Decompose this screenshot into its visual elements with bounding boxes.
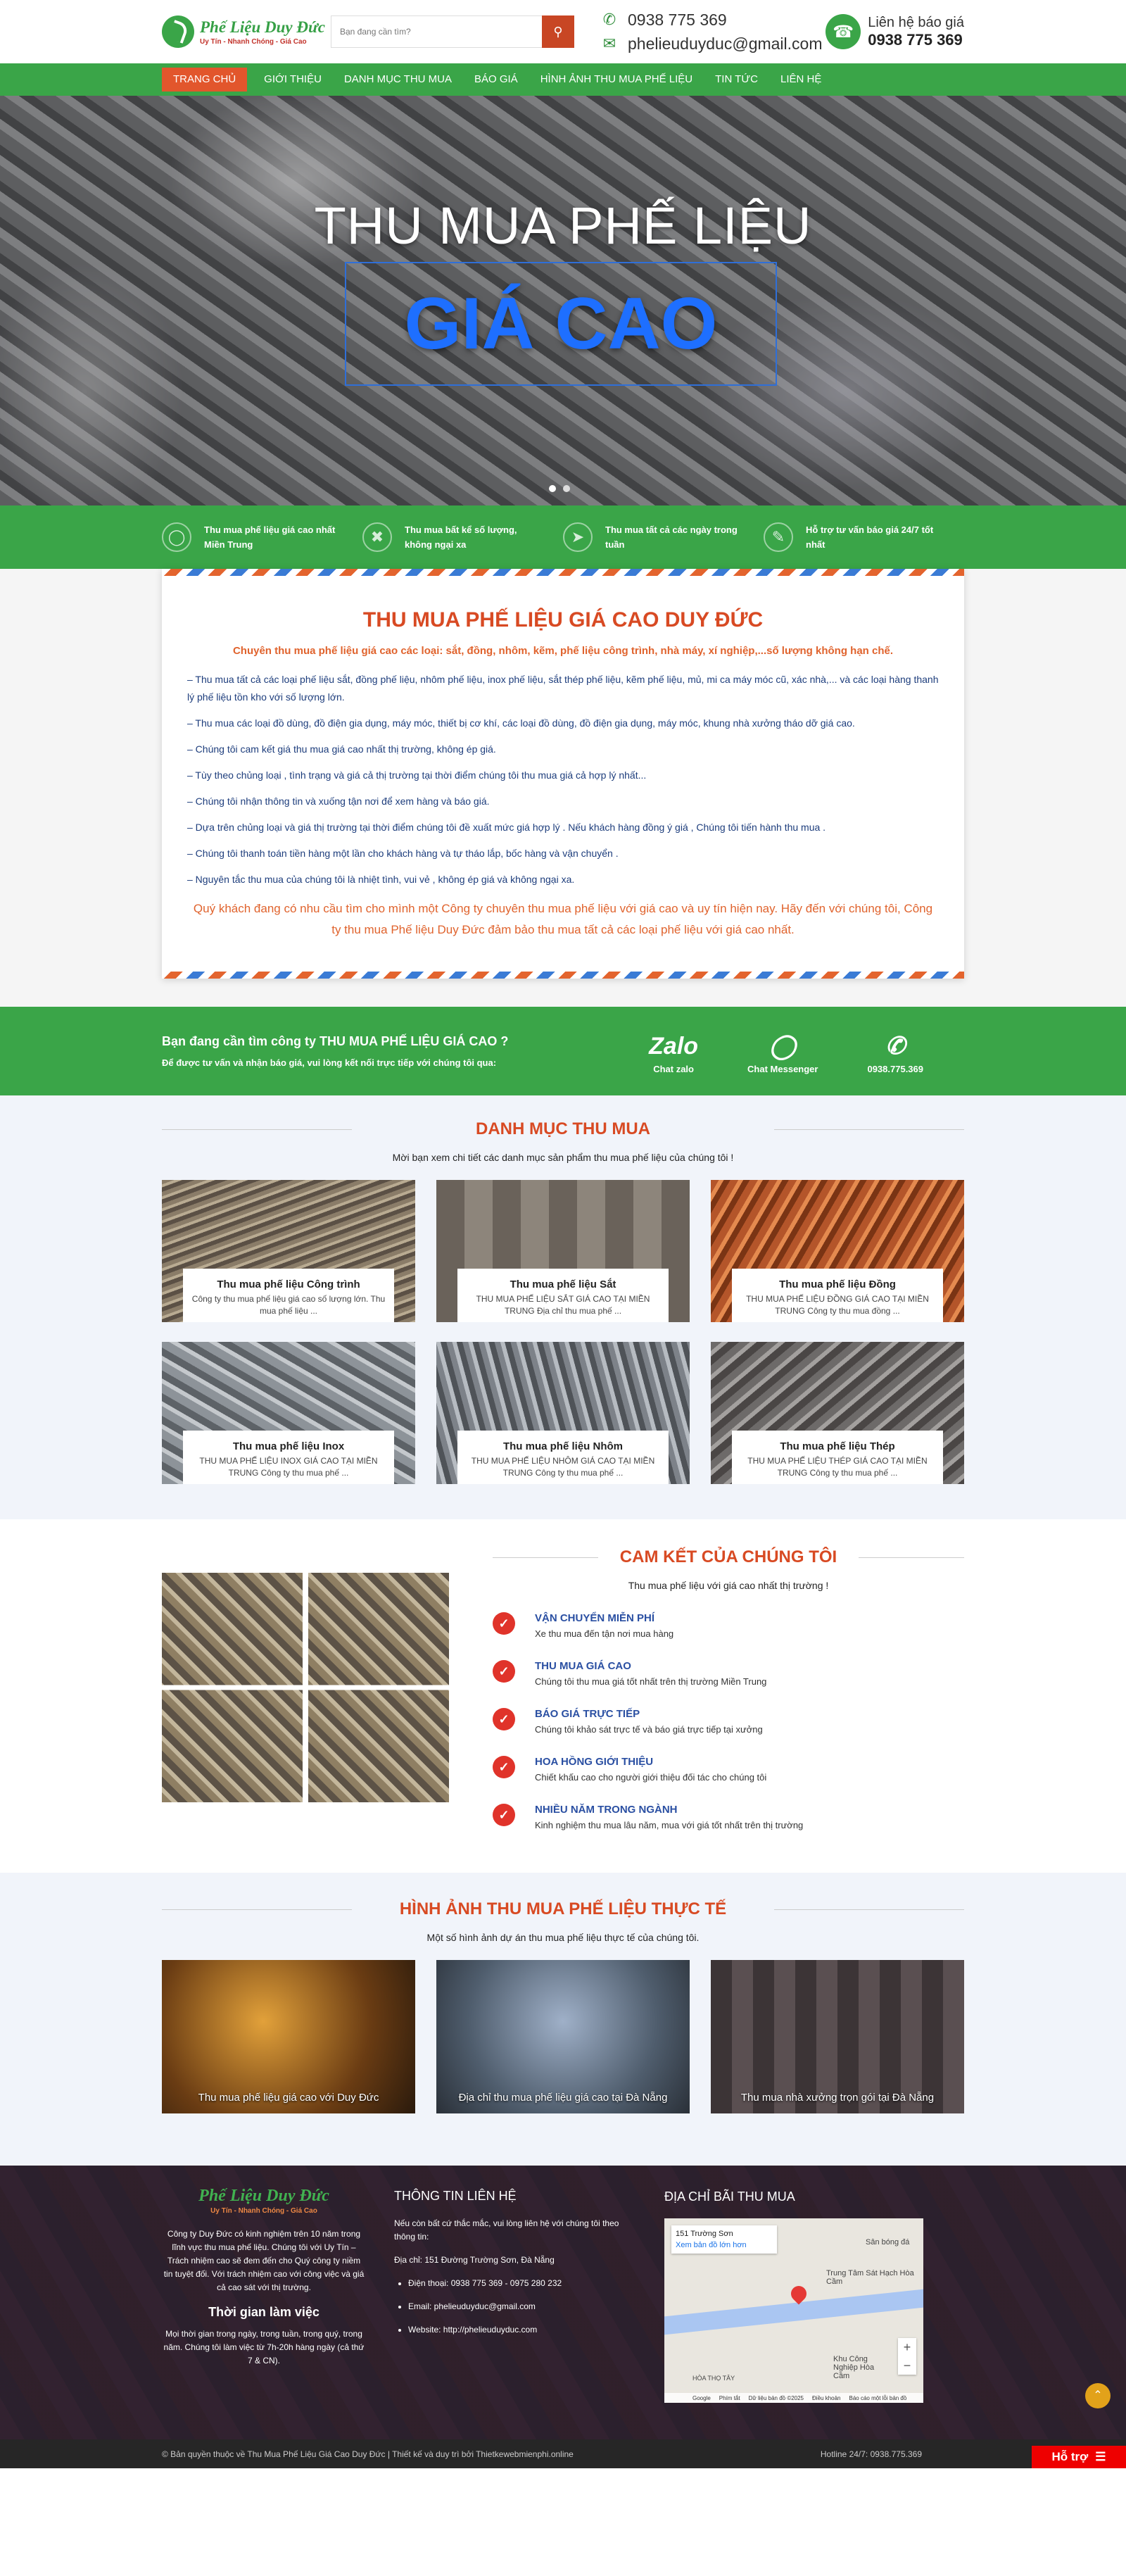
gallery-image <box>162 1960 415 2113</box>
category-card-title[interactable]: Thu mua phế liệu Sắt <box>510 1278 616 1290</box>
search-bar <box>331 15 574 48</box>
footer-about-text: Công ty Duy Đức có kinh nghiệm trên 10 năm trong lĩnh vực thu mua phế liệu. Chúng tôi với Uy Tín – Trách nhiệm cao sẽ đem đến cho Quý công ty niềm tin tuyệt đối. Với trách nhiệm cao với công việc và giá cả cao sát với thị trường. <box>163 2229 365 2292</box>
commitment-item-desc: Chiết khấu cao cho người giới thiệu đối tác cho chúng tôi <box>535 1772 767 1783</box>
feature-text: Thu mua tất cả các ngày trong tuần <box>605 524 738 550</box>
logo-title: Phế Liệu Duy Đức <box>200 18 325 36</box>
hours-text: Mọi thời gian trong ngày, trong tuần, trong quý, trong năm. Chúng tôi làm việc từ 7h-20h hàng ngày (cả thứ 7 & CN). <box>163 2329 365 2365</box>
category-card[interactable] <box>162 1180 415 1322</box>
header <box>0 0 1126 63</box>
intro-item: – Chúng tôi nhận thông tin và xuống tận nơi để xem hàng và báo giá. <box>187 796 490 807</box>
map-footer <box>664 2393 923 2403</box>
nav-prices[interactable]: BÁO GIÁ <box>474 73 518 85</box>
hero-highlight: GIÁ CAO <box>404 282 718 365</box>
back-to-top-button[interactable] <box>1085 2383 1111 2408</box>
header-phone[interactable]: 0938 775 369 <box>628 10 727 29</box>
gallery-caption: Địa chỉ thu mua phế liệu giá cao tại Đà Nẵng <box>458 2092 668 2104</box>
category-card-title[interactable]: Thu mua phế liệu Nhôm <box>502 1440 623 1452</box>
check-icon: ✓ <box>493 1612 515 1635</box>
commitment-item-desc: Chúng tôi khảo sát trực tế và báo giá trực tiếp tại xưởng <box>535 1724 763 1735</box>
gallery-card[interactable] <box>162 1960 415 2113</box>
feature-text: Thu mua bất kể số lượng, không ngại xa <box>405 524 517 550</box>
intro-section <box>0 569 1126 1007</box>
category-card-desc: THU MUA PHẾ LIỆU ĐỒNG GIÁ CAO TẠI MIỀN TRUNG Công ty thu mua đồng ... <box>746 1294 929 1316</box>
intro-closing: Quý khách đang có nhu cầu tìm cho mình một Công ty chuyên thu mua phế liệu với giá cao và uy tín hiện nay. Hãy đến với chúng tôi, Công ty thu mua Phế liệu Duy Đức đảm bảo thu mua tất cả các loại phế liệu với giá cao nhất. <box>193 902 933 936</box>
footer-contact <box>394 2189 636 2403</box>
footer <box>0 2166 1126 2439</box>
phone-icon: ✆ <box>885 1032 906 1060</box>
category-subtitle: Mời bạn xem chi tiết các danh mục sản phẩm thu mua phế liệu của chúng tôi ! <box>392 1152 734 1163</box>
hours-title: Thời gian làm việc <box>208 2305 320 2319</box>
email-icon: ✉ <box>602 34 616 52</box>
messenger-icon: ◯ <box>769 1032 797 1060</box>
commitment-item-desc: Kinh nghiệm thu mua lâu năm, mua với giá tốt nhất trên thị trường <box>535 1820 804 1830</box>
phone-icon: ☎ <box>825 14 861 49</box>
map-brand: Google <box>692 2394 711 2401</box>
hotline-number: 0938 775 369 <box>868 30 963 49</box>
category-card[interactable] <box>162 1342 415 1484</box>
check-icon: ✓ <box>493 1708 515 1730</box>
phone-icon: ✆ <box>602 11 616 28</box>
feature-text: Hỗ trợ tư vấn báo giá 24/7 tốt nhất <box>806 524 934 550</box>
feature-item <box>362 522 563 552</box>
category-card-desc: THU MUA PHẾ LIỆU THÉP GIÁ CAO TẠI MIỀN TRUNG Công ty thu mua phế ... <box>747 1456 928 1478</box>
commitment-item-title: NHIỀU NĂM TRONG NGÀNH <box>535 1804 678 1816</box>
hotline-label: Liên hệ báo giá <box>868 14 964 30</box>
header-contact <box>600 8 823 56</box>
logo-icon <box>162 15 194 48</box>
copyright-hotline: Hotline 24/7: 0938.775.369 <box>820 2449 922 2459</box>
hotline[interactable] <box>825 14 964 49</box>
gallery-title: HÌNH ẢNH THU MUA PHẾ LIỆU THỰC TẾ <box>162 1899 964 1919</box>
commitment-item-desc: Chúng tôi thu mua giá tốt nhất trên thị trường Miền Trung <box>535 1676 767 1687</box>
intro-item: – Dựa trên chủng loại và giá thị trường tại thời điểm chúng tôi đề xuất mức giá hợp lý . Nếu khách hàng đồng ý giá , Chúng tôi tiến hành thu mua . <box>187 822 826 833</box>
main-nav <box>0 63 1126 96</box>
map-label: Khu Công Nghiệp Hòa Cầm <box>833 2355 875 2380</box>
category-card-title[interactable]: Thu mua phế liệu Đồng <box>779 1278 896 1290</box>
intro-item: – Chúng tôi cam kết giá thu mua giá cao nhất thị trường, không ép giá. <box>187 743 496 755</box>
category-card-title[interactable]: Thu mua phế liệu Công trình <box>217 1278 360 1290</box>
zalo-button[interactable] <box>649 1029 698 1074</box>
map-larger-link[interactable]: Xem bản đồ lớn hơn <box>676 2241 747 2249</box>
messenger-label: Chat Messenger <box>747 1063 818 1074</box>
intro-item: – Thu mua tất cả các loại phế liệu sắt, đồng phế liệu, nhôm phế liệu, inox phế liệu, sắt thép phế liệu, kẽm phế liệu, mủ, mi ca máy móc cũ, xác nhà,... và các loại hàng thanh lý phế liệu tồn kho với số lượng lớn. <box>187 674 939 703</box>
logo-slogan: Uy Tín - Nhanh Chóng - Giá Cao <box>200 37 307 46</box>
footer-about <box>162 2189 366 2403</box>
gallery-caption: Thu mua nhà xưởng trọn gói tại Đà Nẵng <box>740 2092 935 2104</box>
globe-icon: ◯ <box>162 522 191 552</box>
zoom-out-button[interactable]: − <box>903 2358 911 2373</box>
category-card-desc: THU MUA PHẾ LIỆU INOX GIÁ CAO TẠI MIỀN TRUNG Công ty thu mua phế ... <box>199 1456 378 1478</box>
intro-item: – Thu mua các loại đồ dùng, đồ điện gia dụng, máy móc, thiết bị cơ khí, các loại đồ dùng, đồ điện gia dụng, máy móc, khung nhà xưởng tháo dỡ giá cao. <box>187 717 855 729</box>
footer-map <box>664 2189 923 2403</box>
commitment-image <box>162 1573 449 1802</box>
call-button[interactable] <box>867 1029 923 1074</box>
check-icon: ✓ <box>493 1756 515 1778</box>
contact-phone[interactable]: • Điện thoại: 0938 775 369 - 0975 280 232 <box>408 2277 636 2290</box>
map-label: Trung Tâm Sát Hạch Hòa Cầm <box>826 2269 914 2286</box>
gallery-image <box>711 1960 964 2113</box>
copyright-bar <box>0 2439 1126 2468</box>
send-icon: ➤ <box>563 522 593 552</box>
footer-logo[interactable]: Phế Liệu Duy Đức <box>198 2187 329 2205</box>
category-title: DANH MỤC THU MUA <box>162 1119 964 1139</box>
support-button[interactable] <box>1032 2446 1126 2468</box>
call-label: 0938.775.369 <box>867 1063 923 1074</box>
hero-slider[interactable] <box>0 96 1126 505</box>
intro-letter <box>162 569 964 979</box>
contact-intro: Nếu còn bất cứ thắc mắc, vui lòng liên hệ với chúng tôi theo thông tin: <box>394 2218 619 2242</box>
cta-bar <box>0 1007 1126 1095</box>
search-input[interactable] <box>331 15 542 48</box>
commitment-title: CAM KẾT CỦA CHÚNG TÔI <box>493 1547 964 1567</box>
support-label: Hỗ trợ <box>1051 2450 1089 2463</box>
category-card[interactable] <box>436 1180 690 1322</box>
feature-item <box>162 522 362 552</box>
category-card[interactable] <box>436 1342 690 1484</box>
contact-title: THÔNG TIN LIÊN HỆ <box>394 2189 517 2203</box>
intro-item: – Chúng tôi thanh toán tiền hàng một lần cho khách hàng và tự tháo lắp, bốc hàng và vận chuyển . <box>187 848 619 859</box>
zoom-in-button[interactable]: + <box>903 2340 911 2354</box>
map-zoom-control <box>898 2338 916 2375</box>
nav-contact[interactable]: LIÊN HỆ <box>780 73 822 85</box>
category-card-desc: Công ty thu mua phế liệu giá cao số lượng lớn. Thu mua phế liệu ... <box>191 1294 386 1316</box>
gallery-caption: Thu mua phế liệu giá cao với Duy Đức <box>198 2092 379 2104</box>
copyright-text: © Bản quyền thuộc về Thu Mua Phế Liệu Giá Cao Duy Đức | Thiết kế và duy trì bởi Thietkewebmienphi.online <box>162 2449 574 2459</box>
feature-item <box>563 522 764 552</box>
category-card-desc: THU MUA PHẾ LIỆU SẮT GIÁ CAO TẠI MIỀN TRUNG Địa chỉ thu mua phế ... <box>476 1294 650 1316</box>
letter-border <box>162 972 964 979</box>
check-icon: ✓ <box>493 1660 515 1683</box>
intro-item: – Tùy theo chủng loại , tình trạng và giá cả thị trường tại thời điểm chúng tôi thu mua giá cả hợp lý nhất... <box>187 769 647 781</box>
category-card-desc: THU MUA PHẾ LIỆU NHÔM GIÁ CAO TẠI MIỀN TRUNG Công ty thu mua phế ... <box>471 1456 655 1478</box>
category-card[interactable] <box>711 1180 964 1322</box>
check-icon: ✓ <box>493 1804 515 1826</box>
letter-border <box>162 569 964 576</box>
commitment-item-title: THU MUA GIÁ CAO <box>535 1660 631 1672</box>
support-icon: ✎ <box>764 522 793 552</box>
footer-slogan: Uy Tín - Nhanh Chóng - Giá Cao <box>210 2207 317 2215</box>
map-card-title: 151 Trường Sơn <box>676 2230 733 2238</box>
search-icon: ⚲ <box>553 24 563 39</box>
cta-title: Bạn đang cần tìm công ty THU MUA PHẾ LIỆU GIÁ CAO ? <box>162 1034 509 1048</box>
hero-heading: THU MUA PHẾ LIỆU <box>314 196 812 255</box>
commitment-item-desc: Xe thu mua đến tận nơi mua hàng <box>535 1628 674 1639</box>
gallery-subtitle: Một số hình ảnh dự án thu mua phế liệu thực tế của chúng tôi. <box>426 1932 700 1943</box>
map-terms[interactable]: Điều khoản <box>812 2394 841 2401</box>
zalo-icon: Zalo <box>649 1032 699 1060</box>
commitment-item <box>493 1612 964 1639</box>
nav-about[interactable]: GIỚI THIỆU <box>264 73 322 85</box>
contact-email[interactable]: • Email: phelieuduyduc@gmail.com <box>408 2300 636 2313</box>
header-email[interactable]: phelieuduyduc@gmail.com <box>628 34 823 53</box>
gallery-card[interactable] <box>436 1960 690 2113</box>
cta-desc: Để được tư vấn và nhận báo giá, vui lòng kết nối trực tiếp với chúng tôi qua: <box>162 1057 497 1068</box>
map-data: Dữ liệu bản đồ ©2025 <box>748 2394 804 2401</box>
gallery-section <box>0 1873 1126 2166</box>
commitment-item <box>493 1756 964 1783</box>
messenger-button[interactable] <box>747 1029 818 1074</box>
map-shortcuts[interactable]: Phím tắt <box>719 2394 740 2401</box>
nav-news[interactable]: TIN TỨC <box>715 73 758 85</box>
commitment-subtitle: Thu mua phế liệu với giá cao nhất thị trường ! <box>628 1580 829 1591</box>
map-report[interactable]: Báo cáo một lỗi bản đồ <box>849 2394 907 2401</box>
map-info-card <box>671 2225 777 2254</box>
commitment-item <box>493 1660 964 1687</box>
category-section <box>0 1095 1126 1519</box>
nav-gallery[interactable]: HÌNH ẢNH THU MUA PHẾ LIỆU <box>540 73 693 85</box>
category-card-title[interactable]: Thu mua phế liệu Inox <box>232 1440 345 1452</box>
map-label: Sân bóng đá <box>866 2238 910 2247</box>
slider-dot[interactable] <box>563 485 570 492</box>
hero-box <box>345 262 777 386</box>
category-card[interactable] <box>711 1342 964 1484</box>
contact-website[interactable]: • Website: http://phelieuduyduc.com <box>408 2323 636 2337</box>
zalo-label: Chat zalo <box>653 1063 694 1074</box>
commitment-item-title: HOA HỒNG GIỚI THIỆU <box>535 1756 654 1768</box>
map-title: ĐỊA CHỈ BÃI THU MUA <box>664 2189 795 2204</box>
nav-categories[interactable]: DANH MỤC THU MUA <box>343 73 452 85</box>
commitment-item <box>493 1708 964 1735</box>
commitment-section <box>0 1519 1126 1873</box>
feature-item <box>764 522 964 552</box>
category-card-title[interactable]: Thu mua phế liệu Thép <box>780 1440 895 1452</box>
commitment-item-title: BÁO GIÁ TRỰC TIẾP <box>535 1708 640 1720</box>
feature-text: Thu mua phế liệu giá cao nhất Miền Trung <box>204 524 336 550</box>
search-button[interactable] <box>542 15 574 48</box>
tools-icon: ✖ <box>362 522 392 552</box>
intro-title: THU MUA PHẾ LIỆU GIÁ CAO DUY ĐỨC <box>362 608 764 632</box>
intro-subtitle: Chuyên thu mua phế liệu giá cao các loại: sắt, đồng, nhôm, kẽm, phế liệu công trình, nhà máy, xí nghiệp,...số lượng không hạn chế. <box>232 645 894 657</box>
slider-dots <box>549 485 570 492</box>
arrow-up-icon: ⌃ <box>1093 2389 1103 2401</box>
gallery-card[interactable] <box>711 1960 964 2113</box>
commitment-item <box>493 1804 964 1830</box>
gallery-image <box>436 1960 690 2113</box>
nav-home[interactable]: TRANG CHỦ <box>162 68 247 92</box>
contact-address: Địa chỉ: 151 Đường Trường Sơn, Đà Nẵng <box>394 2255 555 2265</box>
commitment-item-title: VẬN CHUYỂN MIỄN PHÍ <box>535 1612 655 1624</box>
google-map[interactable] <box>664 2218 923 2403</box>
intro-item: – Nguyên tắc thu mua của chúng tôi là nhiệt tình, vui vẻ , không ép giá và không ngại xa. <box>187 874 575 885</box>
menu-icon: ☰ <box>1095 2450 1106 2463</box>
slider-dot[interactable] <box>549 485 556 492</box>
map-label: HÒA THỌ TÂY <box>692 2375 735 2382</box>
logo[interactable] <box>162 15 331 48</box>
